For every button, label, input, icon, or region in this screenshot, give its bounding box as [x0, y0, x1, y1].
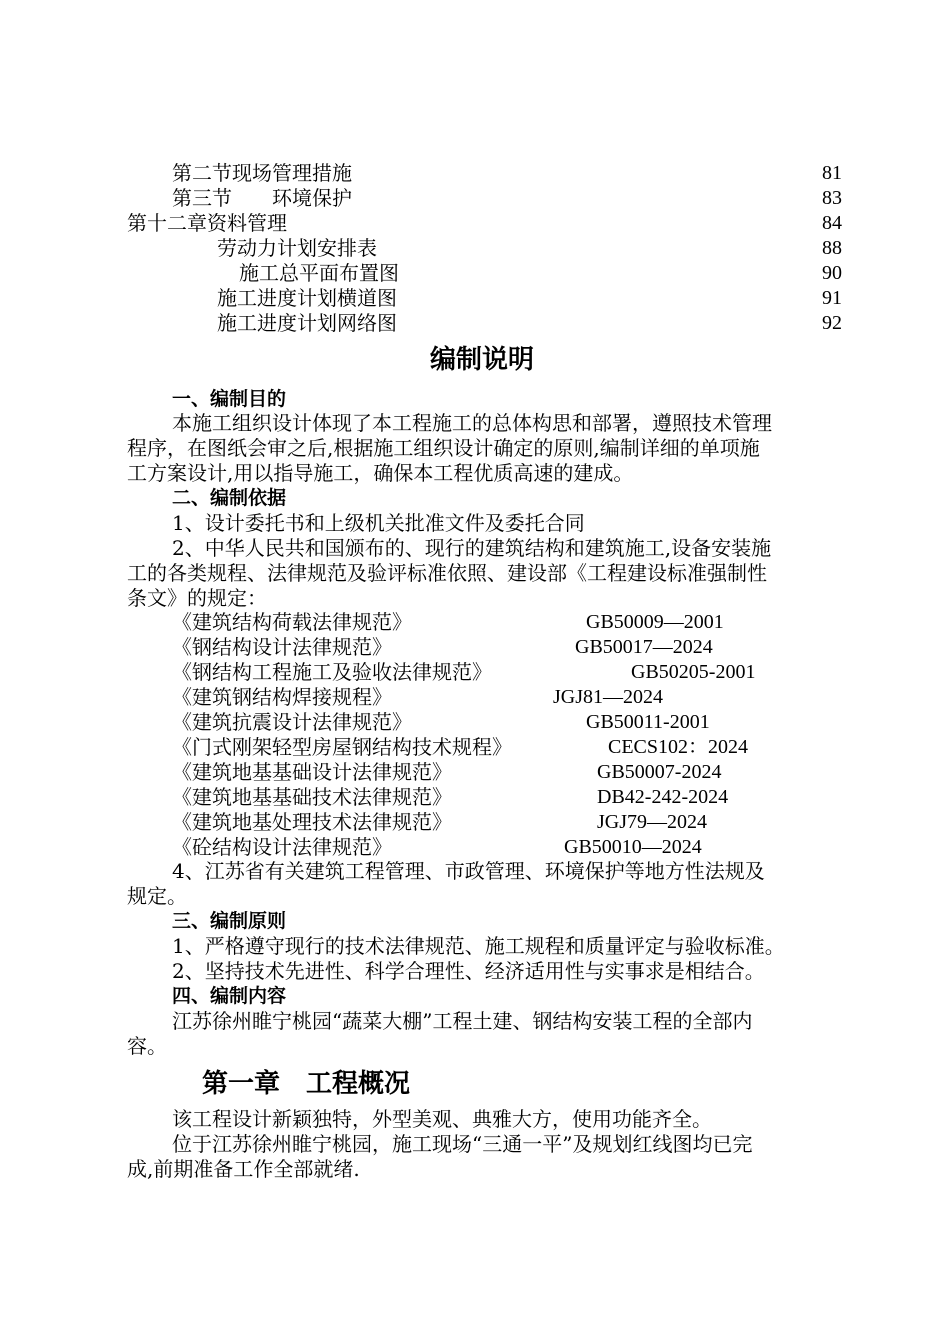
line-text: 2、中华人民共和国颁布的、现行的建筑结构和建筑施工,设备安装施 — [172, 536, 772, 560]
paragraph-line — [0, 411, 950, 437]
standard-item — [0, 760, 950, 786]
toc-entry-page: 83 — [822, 187, 842, 209]
paragraph-line — [0, 436, 950, 462]
standard-item — [0, 785, 950, 811]
paragraph-line — [0, 1034, 950, 1060]
standard-code: GB50017—2024 — [575, 636, 713, 658]
toc-entry-text: 第二节现场管理措施 — [172, 161, 352, 185]
toc-entry-page: 90 — [822, 262, 842, 284]
line-text: 程序，在图纸会审之后,根据施工组织设计确定的原则,编制详细的单项施 — [127, 436, 760, 460]
paragraph-line — [0, 536, 950, 562]
toc-entry-page: 84 — [822, 212, 842, 234]
section-heading — [0, 387, 950, 413]
standard-name: 《建筑抗震设计法律规范》 — [172, 710, 412, 734]
toc-entry[interactable] — [0, 286, 950, 312]
toc-entry[interactable] — [0, 261, 950, 287]
standard-code: JGJ79—2024 — [597, 811, 708, 833]
toc-entry[interactable] — [0, 311, 950, 337]
paragraph-line — [0, 1009, 950, 1035]
toc-entry-page: 81 — [822, 162, 842, 184]
section-heading — [0, 984, 950, 1010]
standard-item — [0, 635, 950, 661]
toc-entry-text: 劳动力计划安排表 — [217, 236, 377, 260]
standard-name: 《建筑结构荷载法律规范》 — [172, 610, 412, 634]
heading-text: 三、编制原则 — [172, 910, 287, 932]
standard-name: 《钢结构设计法律规范》 — [172, 635, 392, 659]
section-heading — [0, 909, 950, 935]
line-text: 工方案设计,用以指导施工，确保本工程优质高速的建成。 — [127, 461, 634, 485]
paragraph-line — [0, 1157, 950, 1183]
standard-name: 《建筑地基基础技术法律规范》 — [172, 785, 452, 809]
line-text: 容。 — [127, 1034, 167, 1058]
paragraph-line — [0, 586, 950, 612]
standard-item — [0, 685, 950, 711]
toc-entry-text: 施工总平面布置图 — [239, 261, 399, 285]
line-text: 成,前期准备工作全部就绪. — [127, 1157, 360, 1181]
paragraph-line — [0, 461, 950, 487]
standard-item — [0, 610, 950, 636]
standard-code: JGJ81—2024 — [553, 686, 664, 708]
line-text: 1、严格遵守现行的技术法律规范、施工规程和质量评定与验收标准。 — [172, 934, 785, 958]
section-title: 编制说明 — [430, 345, 535, 375]
line-text: 本施工组织设计体现了本工程施工的总体构思和部署，遵照技术管理 — [172, 411, 772, 435]
standard-item — [0, 710, 950, 736]
line-text: 条文》的规定： — [127, 586, 267, 610]
paragraph-line — [0, 1132, 950, 1158]
toc-entry-text: 施工进度计划网络图 — [217, 311, 397, 335]
standard-code: GB50007-2024 — [597, 761, 722, 783]
heading-text: 二、编制依据 — [172, 487, 287, 509]
standard-name: 《建筑钢结构焊接规程》 — [172, 685, 392, 709]
paragraph-line — [0, 1107, 950, 1133]
standard-name: 《建筑地基基础设计法律规范》 — [172, 760, 452, 784]
standard-item — [0, 835, 950, 861]
standard-code: GB50010—2024 — [564, 836, 702, 858]
line-text: 4、江苏省有关建筑工程管理、市政管理、环境保护等地方性法规及 — [172, 859, 765, 883]
standard-code: CECS102：2024 — [608, 736, 749, 758]
standard-name: 《钢结构工程施工及验收法律规范》 — [172, 660, 492, 684]
paragraph-line — [0, 934, 950, 960]
standard-code: GB50009—2001 — [586, 611, 724, 633]
toc-entry-page: 92 — [822, 312, 842, 334]
toc-entry-text: 施工进度计划横道图 — [217, 286, 397, 310]
paragraph-line — [0, 884, 950, 910]
standard-code: GB50011-2001 — [586, 711, 710, 733]
paragraph-line — [0, 959, 950, 985]
chapter-title: 第一章 工程概况 — [202, 1069, 411, 1099]
paragraph-line — [0, 511, 950, 537]
toc-entry[interactable] — [0, 211, 950, 237]
toc-entry-text: 第十二章资料管理 — [127, 211, 287, 235]
line-text: 工的各类规程、法律规范及验评标准依照、建设部《工程建设标准强制性 — [127, 561, 767, 585]
standard-name: 《门式刚架轻型房屋钢结构技术规程》 — [172, 735, 512, 759]
standard-name: 《砼结构设计法律规范》 — [172, 835, 392, 859]
paragraph-line — [0, 561, 950, 587]
standard-item — [0, 660, 950, 686]
toc-entry[interactable] — [0, 236, 950, 262]
line-text: 2、坚持技术先进性、科学合理性、经济适用性与实事求是相结合。 — [172, 959, 765, 983]
standard-item — [0, 810, 950, 836]
toc-entry[interactable] — [0, 186, 950, 212]
toc-entry[interactable] — [0, 161, 950, 187]
standard-item — [0, 735, 950, 761]
heading-text: 一、编制目的 — [172, 388, 287, 410]
standard-name: 《建筑地基处理技术法律规范》 — [172, 810, 452, 834]
toc-entry-text: 第三节 环境保护 — [172, 186, 352, 210]
line-text: 位于江苏徐州睢宁桃园，施工现场“三通一平”及规划红线图均已完 — [172, 1132, 753, 1156]
standard-code: GB50205-2001 — [631, 661, 756, 683]
toc-entry-page: 91 — [822, 287, 842, 309]
section-heading — [0, 486, 950, 512]
line-text: 该工程设计新颖独特，外型美观、典雅大方，使用功能齐全。 — [172, 1107, 712, 1131]
line-text: 规定。 — [127, 884, 187, 908]
line-text: 江苏徐州睢宁桃园“蔬菜大棚”工程土建、钢结构安装工程的全部内 — [172, 1009, 753, 1033]
heading-text: 四、编制内容 — [172, 985, 287, 1007]
paragraph-line — [0, 859, 950, 885]
toc-entry-page: 88 — [822, 237, 842, 259]
standard-code: DB42-242-2024 — [597, 786, 729, 808]
line-text: 1、设计委托书和上级机关批准文件及委托合同 — [172, 511, 585, 535]
